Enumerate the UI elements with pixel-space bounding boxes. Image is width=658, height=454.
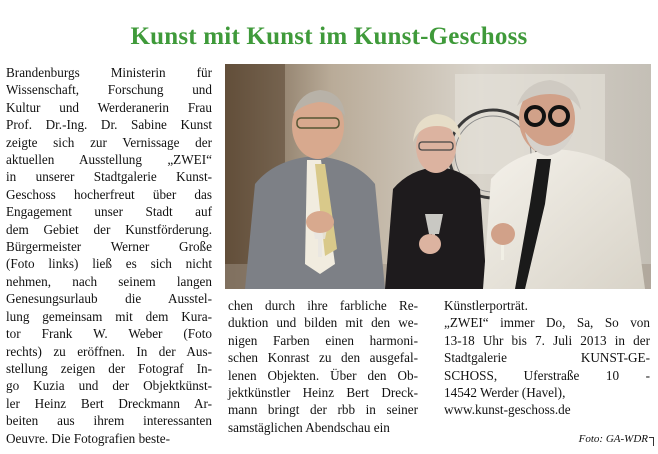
website-link[interactable]: www.kunst-geschoss.de (444, 402, 571, 418)
article-column-2 (228, 297, 418, 436)
text-line: mann bringt der rbb in seiner (228, 402, 418, 418)
text-line: 13-18 Uhr bis 7. Juli 2013 in der (444, 332, 650, 348)
text-line: Brandenburgs Ministerin für (6, 65, 212, 80)
text-line: Künstlerporträt. (444, 298, 528, 313)
text-line: rechts) zu eröffnen. In der Aus- (6, 343, 212, 359)
text-line: chen durch ihre farbliche Re- (228, 298, 418, 313)
text-line: Stadtgalerie KUNST-GE- (444, 350, 650, 366)
text-line: SCHOSS, Uferstraße 10 - (444, 367, 650, 383)
text-line: „ZWEI“ immer Do, Sa, So von (444, 315, 650, 331)
headline: Kunst mit Kunst im Kunst-Geschoss (130, 23, 528, 50)
text-line: aktuellen Ausstellung „ZWEI“ (6, 152, 212, 168)
text-line: in unserer Stadtgalerie Kunst- (6, 169, 212, 185)
text-line: nehmen, nach seinem langen (6, 273, 212, 289)
text-line: beiten aus ihrem interessanten (6, 413, 212, 429)
text-line: zeigte sich zur Vernissage der (6, 134, 212, 150)
end-mark (649, 437, 654, 446)
text-line: duktion und bilden mit den we- (228, 315, 418, 331)
text-line: ler Heinz Bert Dreckmann Ar- (6, 395, 212, 411)
text-line: Bürgermeister Werner Große (6, 239, 212, 255)
photo-credit: Foto: GA-WDR (578, 433, 648, 445)
text-line: go Kuzia und der Objektkünst- (6, 378, 212, 394)
article-column-3 (444, 297, 650, 419)
text-line: Prof. Dr.-Ing. Dr. Sabine Kunst (6, 117, 212, 133)
text-line: (Foto links) ließ es sich nicht (6, 256, 212, 272)
text-line: Genesungsurlaub die Ausstel- (6, 291, 212, 307)
article-column-1 (6, 64, 212, 447)
text-line: tor Frank W. Weber (Foto (6, 326, 212, 342)
text-line: Engagement unser Stadt auf (6, 204, 212, 220)
text-line: Geschoss hocherfreut über das (6, 186, 212, 202)
event-photo (225, 64, 651, 289)
text-line: lenen Objekten. Über den Ob- (228, 367, 418, 383)
text-line: Oeuvre. Die Fotografien beste- (6, 430, 171, 446)
text-line: jektkünstler Heinz Bert Dreck- (228, 385, 418, 401)
text-line: Kultur und Werderanerin Frau (6, 99, 212, 115)
text-line: samstäglichen Abendschau ein (228, 419, 390, 435)
text-line: lung gemeinsam mit dem Kura- (6, 308, 212, 324)
text-line: stellung zeigen der Fotograf In- (6, 360, 212, 376)
text-line: schen Konrast zu den ausgefal- (228, 350, 418, 366)
photo-illustration (225, 64, 651, 289)
text-line: 14542 Werder (Havel), (444, 385, 566, 401)
text-line: nigen Farben einen harmoni- (228, 332, 418, 348)
text-line: dem Gebiet der Kunstförderung. (6, 221, 212, 237)
text-line: Wissenschaft, Forschung und (6, 82, 212, 98)
